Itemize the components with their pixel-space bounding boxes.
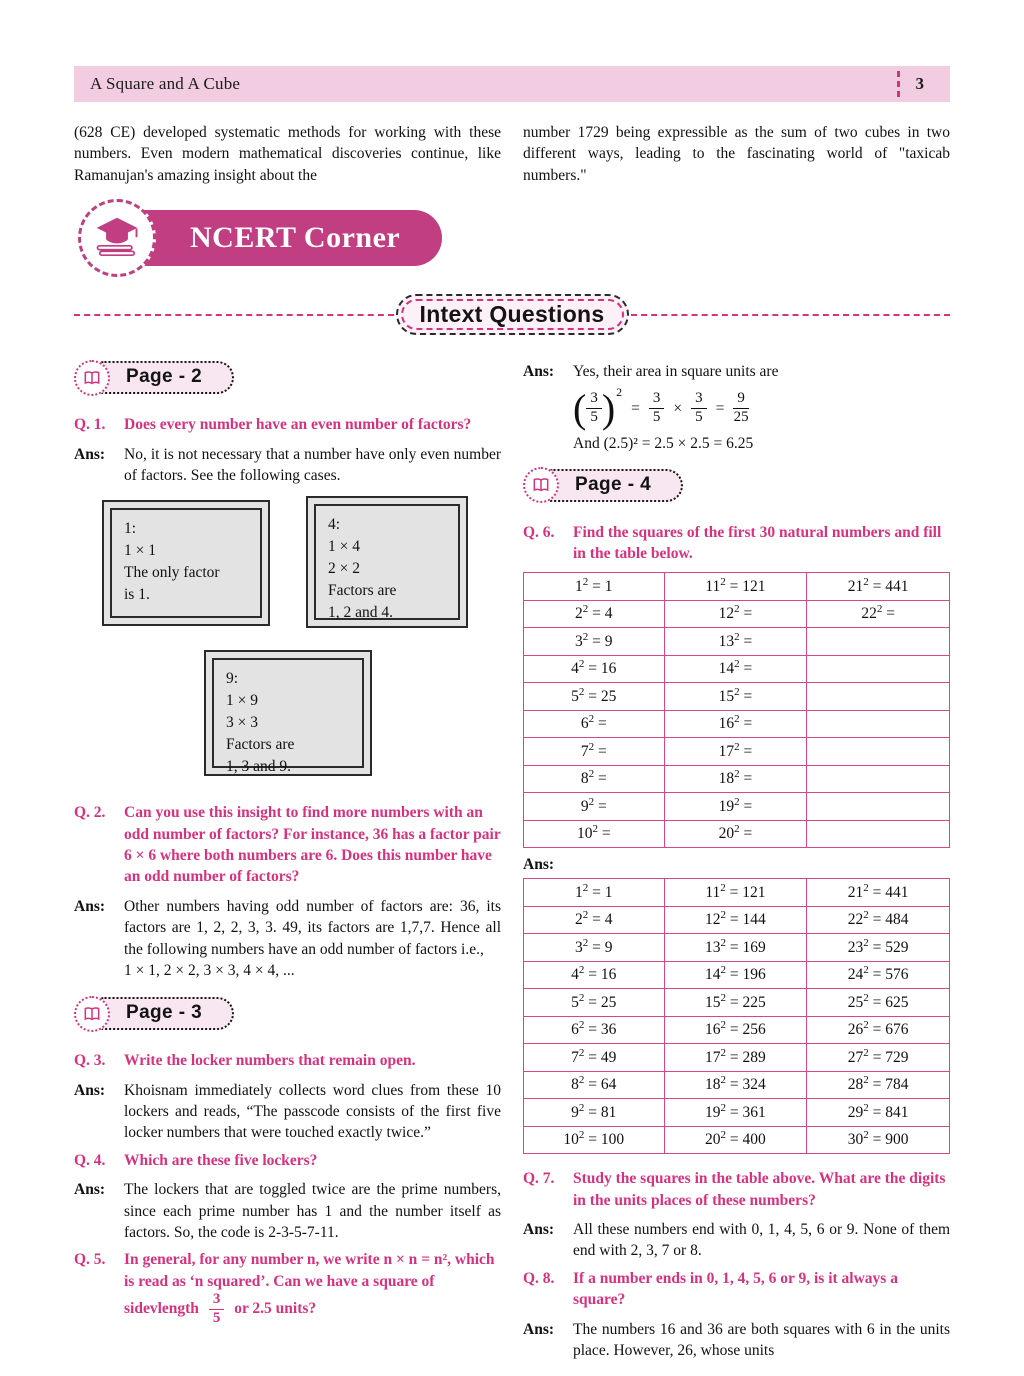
- table-cell: $12^2$ =: [664, 600, 807, 628]
- table-cell: $3^2 = 9$: [524, 934, 665, 962]
- question-4-text: Which are these five lockers?: [124, 1151, 318, 1169]
- table-row: [524, 765, 950, 793]
- squares-table-answers: [523, 878, 950, 1154]
- open-book-icon: [74, 360, 110, 396]
- table-cell: $29^2 = 841$: [807, 1099, 950, 1127]
- question-1: [74, 414, 501, 435]
- table-cell: $18^2 = 324$: [664, 1071, 807, 1099]
- table-cell: $22^2$ =: [807, 600, 950, 628]
- table-cell: $10^2 = 100$: [524, 1126, 665, 1154]
- table-row: [524, 683, 950, 711]
- table-cell: $18^2$ =: [664, 765, 807, 793]
- table-cell: $4^2 = 16$: [524, 961, 665, 989]
- answer-8-label: Ans:: [523, 1320, 555, 1338]
- page-4-badge: [537, 469, 683, 502]
- table-cell: $16^2$ =: [664, 710, 807, 738]
- table-cell: $9^2 = 81$: [524, 1099, 665, 1127]
- table-row: [524, 879, 950, 907]
- table-cell: $28^2 = 784$: [807, 1071, 950, 1099]
- table-cell: $10^2$ =: [524, 820, 665, 848]
- table-cell: $9^2$ =: [524, 793, 665, 821]
- left-column: [74, 361, 501, 1369]
- question-1-number: Q. 1.: [74, 416, 106, 434]
- question-6-number: Q. 6.: [523, 523, 555, 541]
- fraction-3-5: $\frac{3}{5}$: [586, 391, 602, 426]
- question-8-number: Q. 8.: [523, 1269, 555, 1287]
- table-cell: [807, 738, 950, 766]
- question-1-text: Does every number have an even number of factors?: [124, 416, 472, 434]
- squares-table-blank: [523, 572, 950, 848]
- table-cell: $20^2 = 400$: [664, 1126, 807, 1154]
- table-cell: $19^2 = 361$: [664, 1099, 807, 1127]
- open-book-icon: [523, 467, 559, 503]
- table-cell: $27^2 = 729$: [807, 1044, 950, 1072]
- page-2-badge: [88, 361, 234, 394]
- table-cell: $14^2$ =: [664, 655, 807, 683]
- table-cell: $16^2 = 256$: [664, 1016, 807, 1044]
- table-cell: [807, 820, 950, 848]
- question-8-text: If a number ends in 0, 1, 4, 5, 6 or 9, is it always a square?: [573, 1269, 898, 1309]
- table-cell: $15^2 = 225$: [664, 989, 807, 1017]
- table-row: [524, 934, 950, 962]
- factor-box-line: 1, 2 and 4.: [328, 604, 394, 622]
- factor-box-line: Factors are: [226, 736, 295, 754]
- fraction-3-5: $\frac{3}{5}$: [691, 391, 707, 426]
- factor-box-line: Factors are: [328, 582, 397, 600]
- answer-8: [523, 1319, 950, 1362]
- answer-2-label: Ans:: [74, 897, 106, 915]
- table-cell: $8^2 = 64$: [524, 1071, 665, 1099]
- table-cell: $20^2$ =: [664, 820, 807, 848]
- fraction-9-25: $\frac{9}{25}$: [733, 390, 749, 425]
- dashed-line-right: [631, 314, 951, 316]
- answer-4-text: The lockers that are toggled twice are the prime numbers, since each prime number has 1 and the number itself as factors. So, the code is 2-3-5-7-11.: [124, 1181, 501, 1241]
- answer-4-label: Ans:: [74, 1181, 106, 1199]
- table-cell: $11^2 = 121$: [664, 573, 807, 601]
- answer-7-text: All these numbers end with 0, 1, 4, 5, 6 or 9. None of them end with 2, 3, 7 or 8.: [573, 1221, 950, 1260]
- answer-1-label: Ans:: [74, 445, 106, 463]
- table-row: [524, 1016, 950, 1044]
- intro-left-column: (628 CE) developed systematic methods for working with these numbers. Even modern mathematical discoveries continue, like Ramanujan's amazing insight about the: [74, 124, 501, 184]
- ncert-corner-banner: [94, 208, 444, 268]
- intext-questions-pill: [396, 294, 629, 335]
- question-3-number: Q. 3.: [74, 1052, 106, 1070]
- intro-paragraphs: [74, 122, 950, 186]
- table-cell: $14^2 = 196$: [664, 961, 807, 989]
- table-cell: $23^2 = 529$: [807, 934, 950, 962]
- table-row: [524, 989, 950, 1017]
- answer-7: [523, 1219, 950, 1262]
- answer-4: [74, 1179, 501, 1243]
- table-cell: $12^2 = 144$: [664, 906, 807, 934]
- table-row: [524, 820, 950, 848]
- table-cell: $11^2 = 121$: [664, 879, 807, 907]
- page-3-label: Page - 3: [126, 1002, 203, 1024]
- factor-box-1: [102, 500, 270, 626]
- question-3: [74, 1050, 501, 1071]
- factor-box-line: 9:: [226, 670, 239, 688]
- factor-box-line: 4:: [328, 516, 341, 534]
- table-cell: [807, 793, 950, 821]
- factor-box-9: [204, 650, 372, 776]
- ncert-corner-label: NCERT Corner: [190, 221, 401, 255]
- answer-1: [74, 444, 501, 487]
- answer-3-label: Ans:: [74, 1081, 106, 1099]
- table-cell: [807, 683, 950, 711]
- factor-box-line: 1:: [124, 520, 137, 538]
- question-5-text: In general, for any number n, we write n × n = n², which is read as ‘n squared’. Can we have a square of sidevlength $\frac{3}{5}$ or 2.5 units?: [124, 1251, 495, 1326]
- question-3-text: Write the locker numbers that remain open.: [124, 1052, 416, 1070]
- table-row: [524, 738, 950, 766]
- graduation-cap-icon: [78, 199, 156, 277]
- page-4-label: Page - 4: [575, 473, 652, 495]
- intext-questions-label: Intext Questions: [419, 301, 605, 328]
- table-cell: $24^2 = 576$: [807, 961, 950, 989]
- table-row: [524, 1126, 950, 1154]
- table-cell: $13^2$ =: [664, 628, 807, 656]
- factor-example-boxes: [74, 498, 501, 786]
- answer-3-text: Khoisnam immediately collects word clues from these 10 lockers and reads, “The passcode consists of the first five locker numbers that were touched exactly twice.”: [124, 1081, 501, 1142]
- table-cell: $5^2 = 25$: [524, 989, 665, 1017]
- question-7-text: Study the squares in the table above. What are the digits in the units places of these numbers?: [573, 1170, 946, 1209]
- table-row: [524, 793, 950, 821]
- question-7: [523, 1168, 950, 1211]
- factor-box-line: 1 × 9: [226, 692, 258, 710]
- answer-3: [74, 1080, 501, 1144]
- question-6: [523, 522, 950, 565]
- table-cell: $5^2 = 25$: [524, 683, 665, 711]
- table-cell: $17^2 = 289$: [664, 1044, 807, 1072]
- factor-box-line: 1 × 1: [124, 542, 156, 560]
- table-cell: $2^2 = 4$: [524, 906, 665, 934]
- factor-box-line: 2 × 2: [328, 560, 360, 578]
- table-cell: $7^2$ =: [524, 738, 665, 766]
- table-cell: $22^2 = 484$: [807, 906, 950, 934]
- chapter-title: A Square and A Cube: [90, 74, 241, 93]
- factor-box-line: 1 × 4: [328, 538, 360, 556]
- table-answer-label: Ans:: [523, 856, 555, 874]
- table-row: [524, 1044, 950, 1072]
- table-row: [524, 906, 950, 934]
- open-book-icon: [74, 996, 110, 1032]
- dashed-line-left: [74, 314, 394, 316]
- question-2-number: Q. 2.: [74, 804, 106, 822]
- fraction-3-5: $\frac{3}{5}$: [649, 391, 665, 426]
- table-cell: $4^2 = 16$: [524, 655, 665, 683]
- table-row: [524, 1071, 950, 1099]
- table-cell: [807, 765, 950, 793]
- question-7-number: Q. 7.: [523, 1170, 555, 1188]
- factor-box-line: 3 × 3: [226, 714, 258, 732]
- answer-1-text: No, it is not necessary that a number have only even number of factors. See the following cases.: [124, 445, 501, 484]
- answer-5-label: Ans:: [523, 363, 555, 381]
- table-row: [524, 1099, 950, 1127]
- table-cell: $21^2 = 441$: [807, 573, 950, 601]
- table-row: [524, 573, 950, 601]
- table-cell: $15^2$ =: [664, 683, 807, 711]
- answer-8-text: The numbers 16 and 36 are both squares with 6 in the units place. However, 26, whose units: [573, 1320, 950, 1359]
- intro-right-column: number 1729 being expressible as the sum of two cubes in two different ways, leading to the fascinating world of "taxicab numbers.": [523, 124, 950, 184]
- table-row: [524, 655, 950, 683]
- table-cell: [807, 655, 950, 683]
- table-cell: $8^2$ =: [524, 765, 665, 793]
- table-cell: $6^2$ =: [524, 710, 665, 738]
- q5-math-expression: ( $\frac{3}{5}$ ) 2 = $\frac{3}{5}$ × $\frac{3}{5}$ = $\frac{9}{25}$: [573, 385, 749, 431]
- table-cell: $1^2 = 1$: [524, 573, 665, 601]
- header-dashed-divider: [897, 71, 900, 97]
- factor-box-4: [306, 496, 468, 628]
- inline-fraction-3-5: $\frac{3}{5}$: [209, 1292, 225, 1327]
- table-row: [524, 600, 950, 628]
- table-cell: [807, 628, 950, 656]
- question-4-number: Q. 4.: [74, 1151, 106, 1169]
- table-cell: $17^2$ =: [664, 738, 807, 766]
- table-cell: [807, 710, 950, 738]
- table-cell: $6^2 = 36$: [524, 1016, 665, 1044]
- intext-questions-banner: [74, 294, 950, 335]
- table-cell: $26^2 = 676$: [807, 1016, 950, 1044]
- table-cell: $3^2 = 9$: [524, 628, 665, 656]
- answer-2: [74, 896, 501, 982]
- table-cell: $2^2 = 4$: [524, 600, 665, 628]
- question-5: [74, 1249, 501, 1326]
- table-cell: $30^2 = 900$: [807, 1126, 950, 1154]
- table-cell: $1^2 = 1$: [524, 879, 665, 907]
- answer-2-text: Other numbers having odd number of factors are: 36, its factors are 1, 2, 2, 3, 3. 49, its factors are 1,7,7. Hence all the following numbers have an odd number of factors i.e., 1 × 1, 2 × 2, 3 × 3, 4 × 4, ...: [124, 897, 501, 979]
- ncert-corner-pill: [112, 210, 442, 266]
- answer-5: [523, 361, 950, 382]
- table-cell: $21^2 = 441$: [807, 879, 950, 907]
- page-number: 3: [915, 74, 924, 93]
- page-3-badge: [88, 997, 234, 1030]
- table-cell: $13^2 = 169$: [664, 934, 807, 962]
- table-row: [524, 628, 950, 656]
- question-5-number: Q. 5.: [74, 1251, 106, 1269]
- question-6-text: Find the squares of the first 30 natural numbers and fill in the table below.: [573, 523, 942, 562]
- factor-box-line: is 1.: [124, 586, 150, 604]
- table-row: [524, 710, 950, 738]
- table-cell: $25^2 = 625$: [807, 989, 950, 1017]
- factor-box-line: The only factor: [124, 564, 220, 582]
- answer-7-label: Ans:: [523, 1221, 555, 1238]
- page-header-bar: [74, 66, 950, 102]
- answer-5-line2: And (2.5)² = 2.5 × 2.5 = 6.25: [573, 434, 754, 452]
- factor-box-line: 1, 3 and 9.: [226, 758, 292, 776]
- question-4: [74, 1150, 501, 1171]
- table-cell: $7^2 = 49$: [524, 1044, 665, 1072]
- page-2-label: Page - 2: [126, 366, 203, 388]
- question-8: [523, 1268, 950, 1311]
- answer-5-intro: Yes, their area in square units are: [573, 363, 779, 381]
- table-cell: $19^2$ =: [664, 793, 807, 821]
- table-row: [524, 961, 950, 989]
- right-column: [523, 361, 950, 1369]
- question-2: [74, 802, 501, 888]
- question-2-text: Can you use this insight to find more numbers with an odd number of factors? For instance, 36 has a factor pair 6 × 6 where both numbers are 6. Does this number have an odd number of factors?: [124, 804, 501, 886]
